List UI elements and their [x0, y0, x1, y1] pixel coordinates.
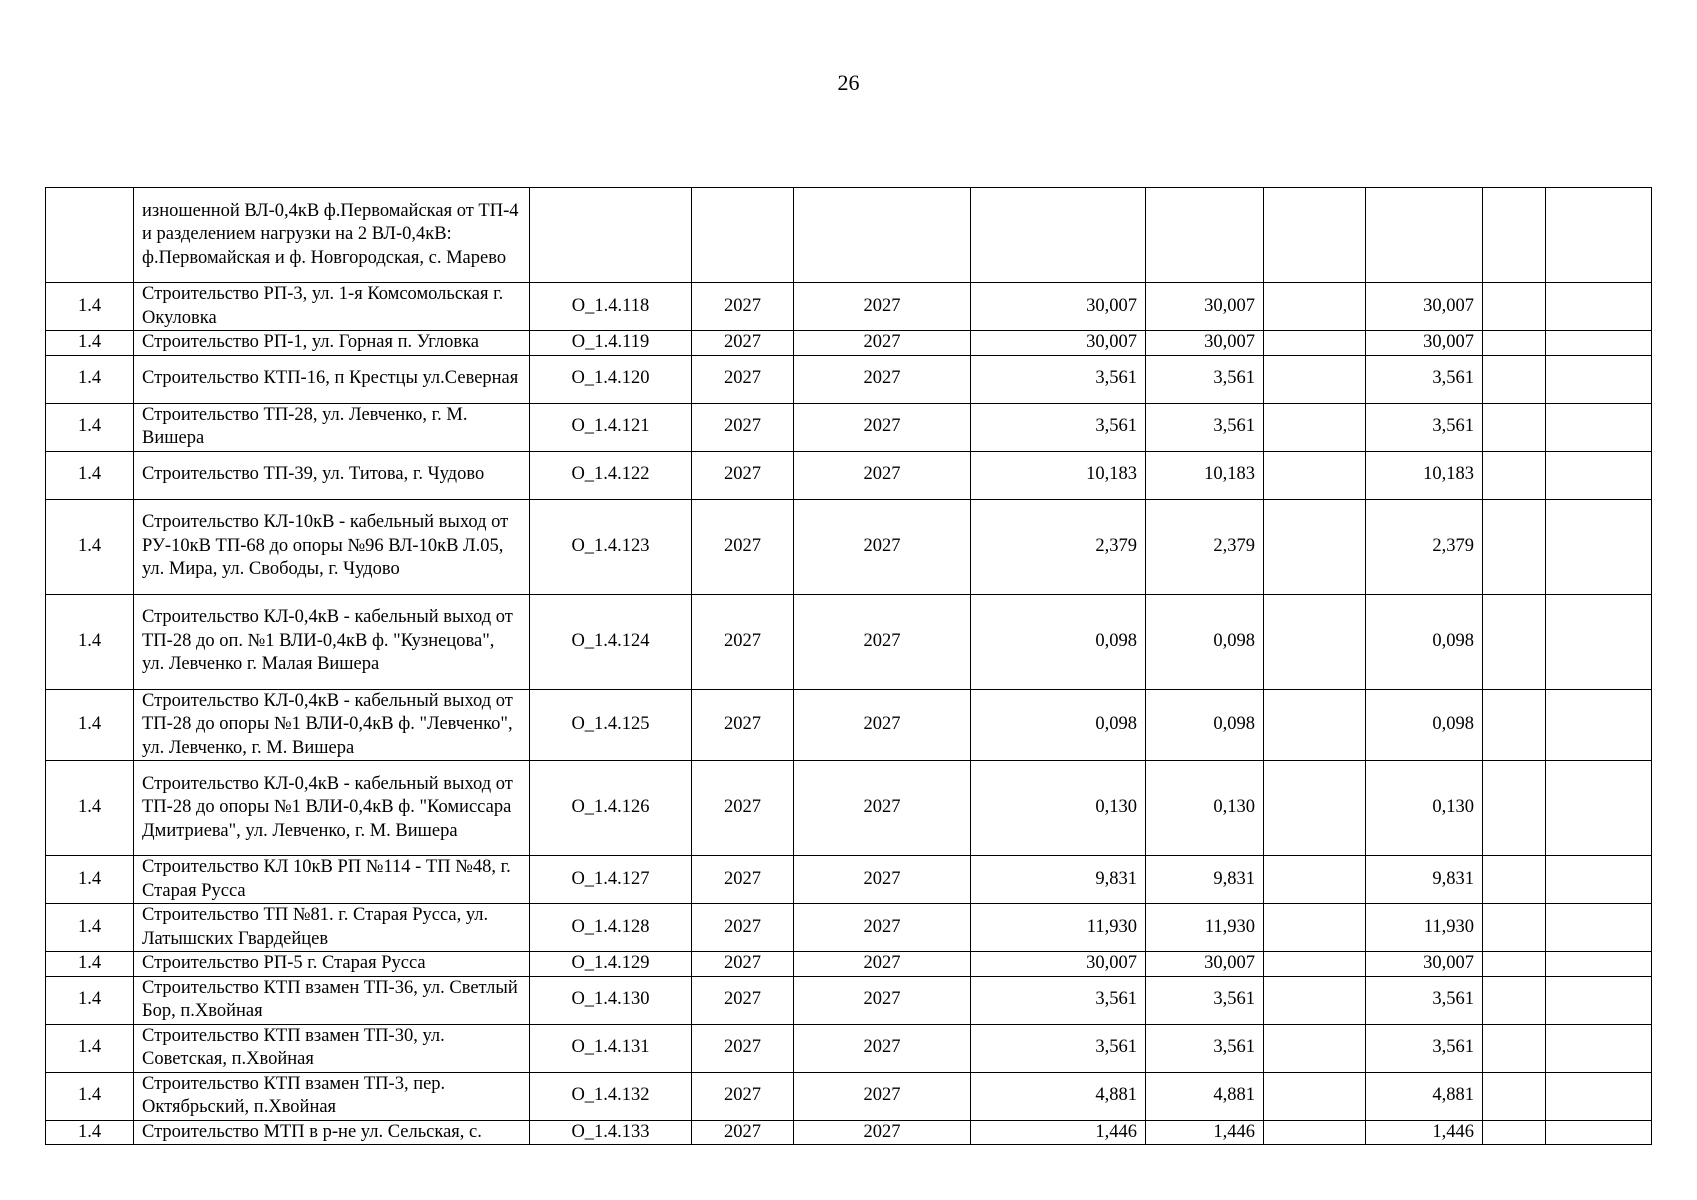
- cell-number: 1.4: [46, 451, 134, 499]
- cell-year-start: 2027: [692, 403, 794, 451]
- cell-year-start: 2027: [692, 1024, 794, 1072]
- cell-empty: [1264, 355, 1366, 403]
- cell-code: О_1.4.129: [530, 952, 692, 977]
- cell-empty: [1264, 403, 1366, 451]
- cell-number: 1.4: [46, 904, 134, 952]
- cell-value-2: 0,098: [1146, 594, 1264, 689]
- cell-year-start: 2027: [692, 355, 794, 403]
- table-row: [46, 451, 1652, 499]
- cell-empty: [1264, 331, 1366, 356]
- cell-empty: [1483, 904, 1546, 952]
- cell-number: 1.4: [46, 594, 134, 689]
- cell-year-end: 2027: [794, 403, 971, 451]
- cell-name: Строительство РП-1, ул. Горная п. Угловка: [134, 331, 530, 356]
- cell-year-end: [794, 188, 971, 283]
- cell-empty: [1483, 1120, 1546, 1145]
- cell-empty: [1546, 403, 1652, 451]
- cell-value-2: 30,007: [1146, 331, 1264, 356]
- cell-value-1: 3,561: [971, 355, 1146, 403]
- cell-value-3: 0,130: [1366, 761, 1483, 856]
- cell-year-end: 2027: [794, 499, 971, 594]
- cell-number: 1.4: [46, 355, 134, 403]
- cell-code: [530, 188, 692, 283]
- cell-year-start: 2027: [692, 283, 794, 331]
- cell-empty: [1546, 499, 1652, 594]
- cell-empty: [1546, 761, 1652, 856]
- cell-value-2: 3,561: [1146, 355, 1264, 403]
- cell-number: 1.4: [46, 952, 134, 977]
- cell-year-end: 2027: [794, 355, 971, 403]
- table-row: [46, 976, 1652, 1024]
- cell-code: О_1.4.126: [530, 761, 692, 856]
- cell-year-start: 2027: [692, 331, 794, 356]
- cell-empty: [1264, 499, 1366, 594]
- cell-empty: [1546, 451, 1652, 499]
- cell-year-end: 2027: [794, 451, 971, 499]
- cell-code: О_1.4.122: [530, 451, 692, 499]
- cell-year-end: 2027: [794, 952, 971, 977]
- cell-number: 1.4: [46, 499, 134, 594]
- cell-year-end: 2027: [794, 976, 971, 1024]
- cell-value-1: 30,007: [971, 331, 1146, 356]
- cell-year-end: 2027: [794, 1072, 971, 1120]
- table-row: [46, 1120, 1652, 1145]
- cell-year-start: 2027: [692, 761, 794, 856]
- table-row: [46, 761, 1652, 856]
- cell-name: Строительство РП-3, ул. 1-я Комсомольская г. Окуловка: [134, 283, 530, 331]
- cell-name: Строительство КЛ-0,4кВ - кабельный выход от ТП-28 до опоры №1 ВЛИ-0,4кВ ф. "Комиссара Дмитриева", ул. Левченко, г. М. Вишера: [134, 761, 530, 856]
- cell-empty: [1264, 761, 1366, 856]
- cell-year-start: 2027: [692, 1072, 794, 1120]
- cell-value-2: 0,098: [1146, 689, 1264, 761]
- cell-empty: [1483, 283, 1546, 331]
- cell-value-2: 1,446: [1146, 1120, 1264, 1145]
- cell-empty: [1546, 355, 1652, 403]
- cell-year-end: 2027: [794, 1024, 971, 1072]
- cell-empty: [1546, 1024, 1652, 1072]
- cell-number: 1.4: [46, 1072, 134, 1120]
- cell-empty: [1264, 952, 1366, 977]
- cell-empty: [1264, 1120, 1366, 1145]
- cell-name: Строительство КЛ-10кВ - кабельный выход от РУ-10кВ ТП-68 до опоры №96 ВЛ-10кВ Л.05, ул. Мира, ул. Свободы, г. Чудово: [134, 499, 530, 594]
- cell-name: Строительство КТП взамен ТП-3, пер. Октябрьский, п.Хвойная: [134, 1072, 530, 1120]
- cell-value-2: 4,881: [1146, 1072, 1264, 1120]
- table-row: [46, 856, 1652, 904]
- cell-value-2: 10,183: [1146, 451, 1264, 499]
- cell-value-1: 4,881: [971, 1072, 1146, 1120]
- cell-empty: [1264, 689, 1366, 761]
- table-row: [46, 904, 1652, 952]
- table-row: [46, 331, 1652, 356]
- cell-value-1: 9,831: [971, 856, 1146, 904]
- cell-empty: [1546, 188, 1652, 283]
- cell-code: О_1.4.118: [530, 283, 692, 331]
- cell-empty: [1483, 689, 1546, 761]
- cell-year-start: 2027: [692, 451, 794, 499]
- cell-year-start: 2027: [692, 856, 794, 904]
- cell-name: Строительство КЛ-0,4кВ - кабельный выход от ТП-28 до оп. №1 ВЛИ-0,4кВ ф. "Кузнецова", ул. Левченко г. Малая Вишера: [134, 594, 530, 689]
- cell-year-end: 2027: [794, 761, 971, 856]
- cell-number: 1.4: [46, 976, 134, 1024]
- cell-year-start: [692, 188, 794, 283]
- cell-code: О_1.4.128: [530, 904, 692, 952]
- cell-empty: [1264, 856, 1366, 904]
- cell-year-start: 2027: [692, 499, 794, 594]
- cell-value-2: 3,561: [1146, 976, 1264, 1024]
- cell-empty: [1483, 952, 1546, 977]
- cell-code: О_1.4.130: [530, 976, 692, 1024]
- cell-value-3: 3,561: [1366, 403, 1483, 451]
- cell-value-1: 1,446: [971, 1120, 1146, 1145]
- cell-name: Строительство ТП-28, ул. Левченко, г. М. Вишера: [134, 403, 530, 451]
- cell-year-start: 2027: [692, 976, 794, 1024]
- cell-empty: [1264, 283, 1366, 331]
- cell-value-3: [1366, 188, 1483, 283]
- cell-value-1: 3,561: [971, 1024, 1146, 1072]
- cell-year-end: 2027: [794, 331, 971, 356]
- cell-empty: [1483, 594, 1546, 689]
- cell-value-2: 30,007: [1146, 283, 1264, 331]
- cell-name: Строительство РП-5 г. Старая Русса: [134, 952, 530, 977]
- cell-number: 1.4: [46, 689, 134, 761]
- cell-number: 1.4: [46, 1120, 134, 1145]
- cell-value-3: 3,561: [1366, 1024, 1483, 1072]
- cell-value-2: 2,379: [1146, 499, 1264, 594]
- cell-number: 1.4: [46, 1024, 134, 1072]
- cell-code: О_1.4.132: [530, 1072, 692, 1120]
- cell-code: О_1.4.125: [530, 689, 692, 761]
- table-row: [46, 1024, 1652, 1072]
- cell-value-2: 3,561: [1146, 403, 1264, 451]
- cell-year-end: 2027: [794, 689, 971, 761]
- cell-number: 1.4: [46, 403, 134, 451]
- cell-number: 1.4: [46, 856, 134, 904]
- cell-value-3: 3,561: [1366, 976, 1483, 1024]
- cell-value-3: 10,183: [1366, 451, 1483, 499]
- cell-year-start: 2027: [692, 952, 794, 977]
- cell-empty: [1546, 331, 1652, 356]
- cell-value-2: 3,561: [1146, 1024, 1264, 1072]
- table-row-continued: [46, 188, 1652, 283]
- cell-value-1: 0,098: [971, 594, 1146, 689]
- table-row: [46, 403, 1652, 451]
- cell-year-end: 2027: [794, 1120, 971, 1145]
- cell-number: [46, 188, 134, 283]
- cell-empty: [1264, 904, 1366, 952]
- cell-empty: [1264, 451, 1366, 499]
- cell-value-1: 0,130: [971, 761, 1146, 856]
- cell-name: Строительство КТП-16, п Крестцы ул.Северная: [134, 355, 530, 403]
- cell-value-2: 30,007: [1146, 952, 1264, 977]
- cell-empty: [1483, 331, 1546, 356]
- cell-year-start: 2027: [692, 1120, 794, 1145]
- cell-empty: [1264, 188, 1366, 283]
- table-row: [46, 355, 1652, 403]
- cell-empty: [1483, 1024, 1546, 1072]
- cell-empty: [1483, 499, 1546, 594]
- cell-empty: [1483, 761, 1546, 856]
- cell-year-start: 2027: [692, 904, 794, 952]
- cell-empty: [1483, 1072, 1546, 1120]
- cell-code: О_1.4.119: [530, 331, 692, 356]
- cell-empty: [1546, 1072, 1652, 1120]
- cell-year-end: 2027: [794, 594, 971, 689]
- cell-empty: [1483, 451, 1546, 499]
- cell-empty: [1264, 594, 1366, 689]
- cell-code: О_1.4.121: [530, 403, 692, 451]
- cell-value-1: 3,561: [971, 403, 1146, 451]
- cell-value-3: 30,007: [1366, 331, 1483, 356]
- cell-name: Строительство КЛ-0,4кВ - кабельный выход от ТП-28 до опоры №1 ВЛИ-0,4кВ ф. "Левченко", ул. Левченко, г. М. Вишера: [134, 689, 530, 761]
- cell-code: О_1.4.124: [530, 594, 692, 689]
- cell-value-1: 11,930: [971, 904, 1146, 952]
- cell-number: 1.4: [46, 283, 134, 331]
- cell-empty: [1483, 856, 1546, 904]
- cell-empty: [1264, 976, 1366, 1024]
- cell-empty: [1264, 1024, 1366, 1072]
- cell-code: О_1.4.131: [530, 1024, 692, 1072]
- cell-name: Строительство ТП №81. г. Старая Русса, ул. Латышских Гвардейцев: [134, 904, 530, 952]
- cell-name: Строительство КТП взамен ТП-30, ул. Советская, п.Хвойная: [134, 1024, 530, 1072]
- cell-code: О_1.4.120: [530, 355, 692, 403]
- project-table: [45, 187, 1652, 1145]
- table-row: [46, 1072, 1652, 1120]
- cell-code: О_1.4.127: [530, 856, 692, 904]
- cell-value-3: 0,098: [1366, 594, 1483, 689]
- cell-value-1: [971, 188, 1146, 283]
- cell-empty: [1483, 403, 1546, 451]
- table-row: [46, 283, 1652, 331]
- cell-empty: [1546, 594, 1652, 689]
- cell-empty: [1264, 1072, 1366, 1120]
- table-row: [46, 689, 1652, 761]
- cell-empty: [1546, 283, 1652, 331]
- cell-name: Строительство ТП-39, ул. Титова, г. Чудово: [134, 451, 530, 499]
- cell-empty: [1546, 856, 1652, 904]
- cell-value-3: 0,098: [1366, 689, 1483, 761]
- cell-empty: [1546, 952, 1652, 977]
- cell-name: Строительство КЛ 10кВ РП №114 - ТП №48, г. Старая Русса: [134, 856, 530, 904]
- cell-empty: [1483, 976, 1546, 1024]
- cell-value-2: 9,831: [1146, 856, 1264, 904]
- cell-value-3: 9,831: [1366, 856, 1483, 904]
- cell-name: Строительство КТП взамен ТП-36, ул. Светлый Бор, п.Хвойная: [134, 976, 530, 1024]
- table-body: [46, 188, 1652, 1145]
- cell-empty: [1546, 976, 1652, 1024]
- cell-value-1: 30,007: [971, 283, 1146, 331]
- cell-value-3: 11,930: [1366, 904, 1483, 952]
- cell-value-3: 2,379: [1366, 499, 1483, 594]
- cell-value-3: 4,881: [1366, 1072, 1483, 1120]
- cell-year-end: 2027: [794, 904, 971, 952]
- table-row: [46, 594, 1652, 689]
- cell-name: изношенной ВЛ-0,4кВ ф.Первомайская от ТП-4 и разделением нагрузки на 2 ВЛ-0,4кВ: ф.Первомайская и ф. Новгородская, с. Марево: [134, 188, 530, 283]
- cell-value-1: 10,183: [971, 451, 1146, 499]
- cell-year-end: 2027: [794, 283, 971, 331]
- cell-value-3: 3,561: [1366, 355, 1483, 403]
- cell-value-1: 0,098: [971, 689, 1146, 761]
- cell-empty: [1546, 1120, 1652, 1145]
- table-row: [46, 499, 1652, 594]
- cell-value-3: 30,007: [1366, 952, 1483, 977]
- cell-empty: [1483, 355, 1546, 403]
- cell-value-1: 30,007: [971, 952, 1146, 977]
- cell-name: Строительство МТП в р-не ул. Сельская, с.: [134, 1120, 530, 1145]
- cell-code: О_1.4.133: [530, 1120, 692, 1145]
- cell-value-1: 3,561: [971, 976, 1146, 1024]
- table-row: [46, 952, 1652, 977]
- cell-value-1: 2,379: [971, 499, 1146, 594]
- cell-year-start: 2027: [692, 594, 794, 689]
- cell-empty: [1546, 689, 1652, 761]
- cell-empty: [1546, 904, 1652, 952]
- cell-year-start: 2027: [692, 689, 794, 761]
- cell-value-2: 11,930: [1146, 904, 1264, 952]
- cell-value-2: [1146, 188, 1264, 283]
- cell-code: О_1.4.123: [530, 499, 692, 594]
- cell-value-3: 1,446: [1366, 1120, 1483, 1145]
- cell-number: 1.4: [46, 331, 134, 356]
- cell-value-2: 0,130: [1146, 761, 1264, 856]
- page-number: 26: [837, 70, 860, 95]
- cell-year-end: 2027: [794, 856, 971, 904]
- cell-empty: [1483, 188, 1546, 283]
- cell-value-3: 30,007: [1366, 283, 1483, 331]
- cell-number: 1.4: [46, 761, 134, 856]
